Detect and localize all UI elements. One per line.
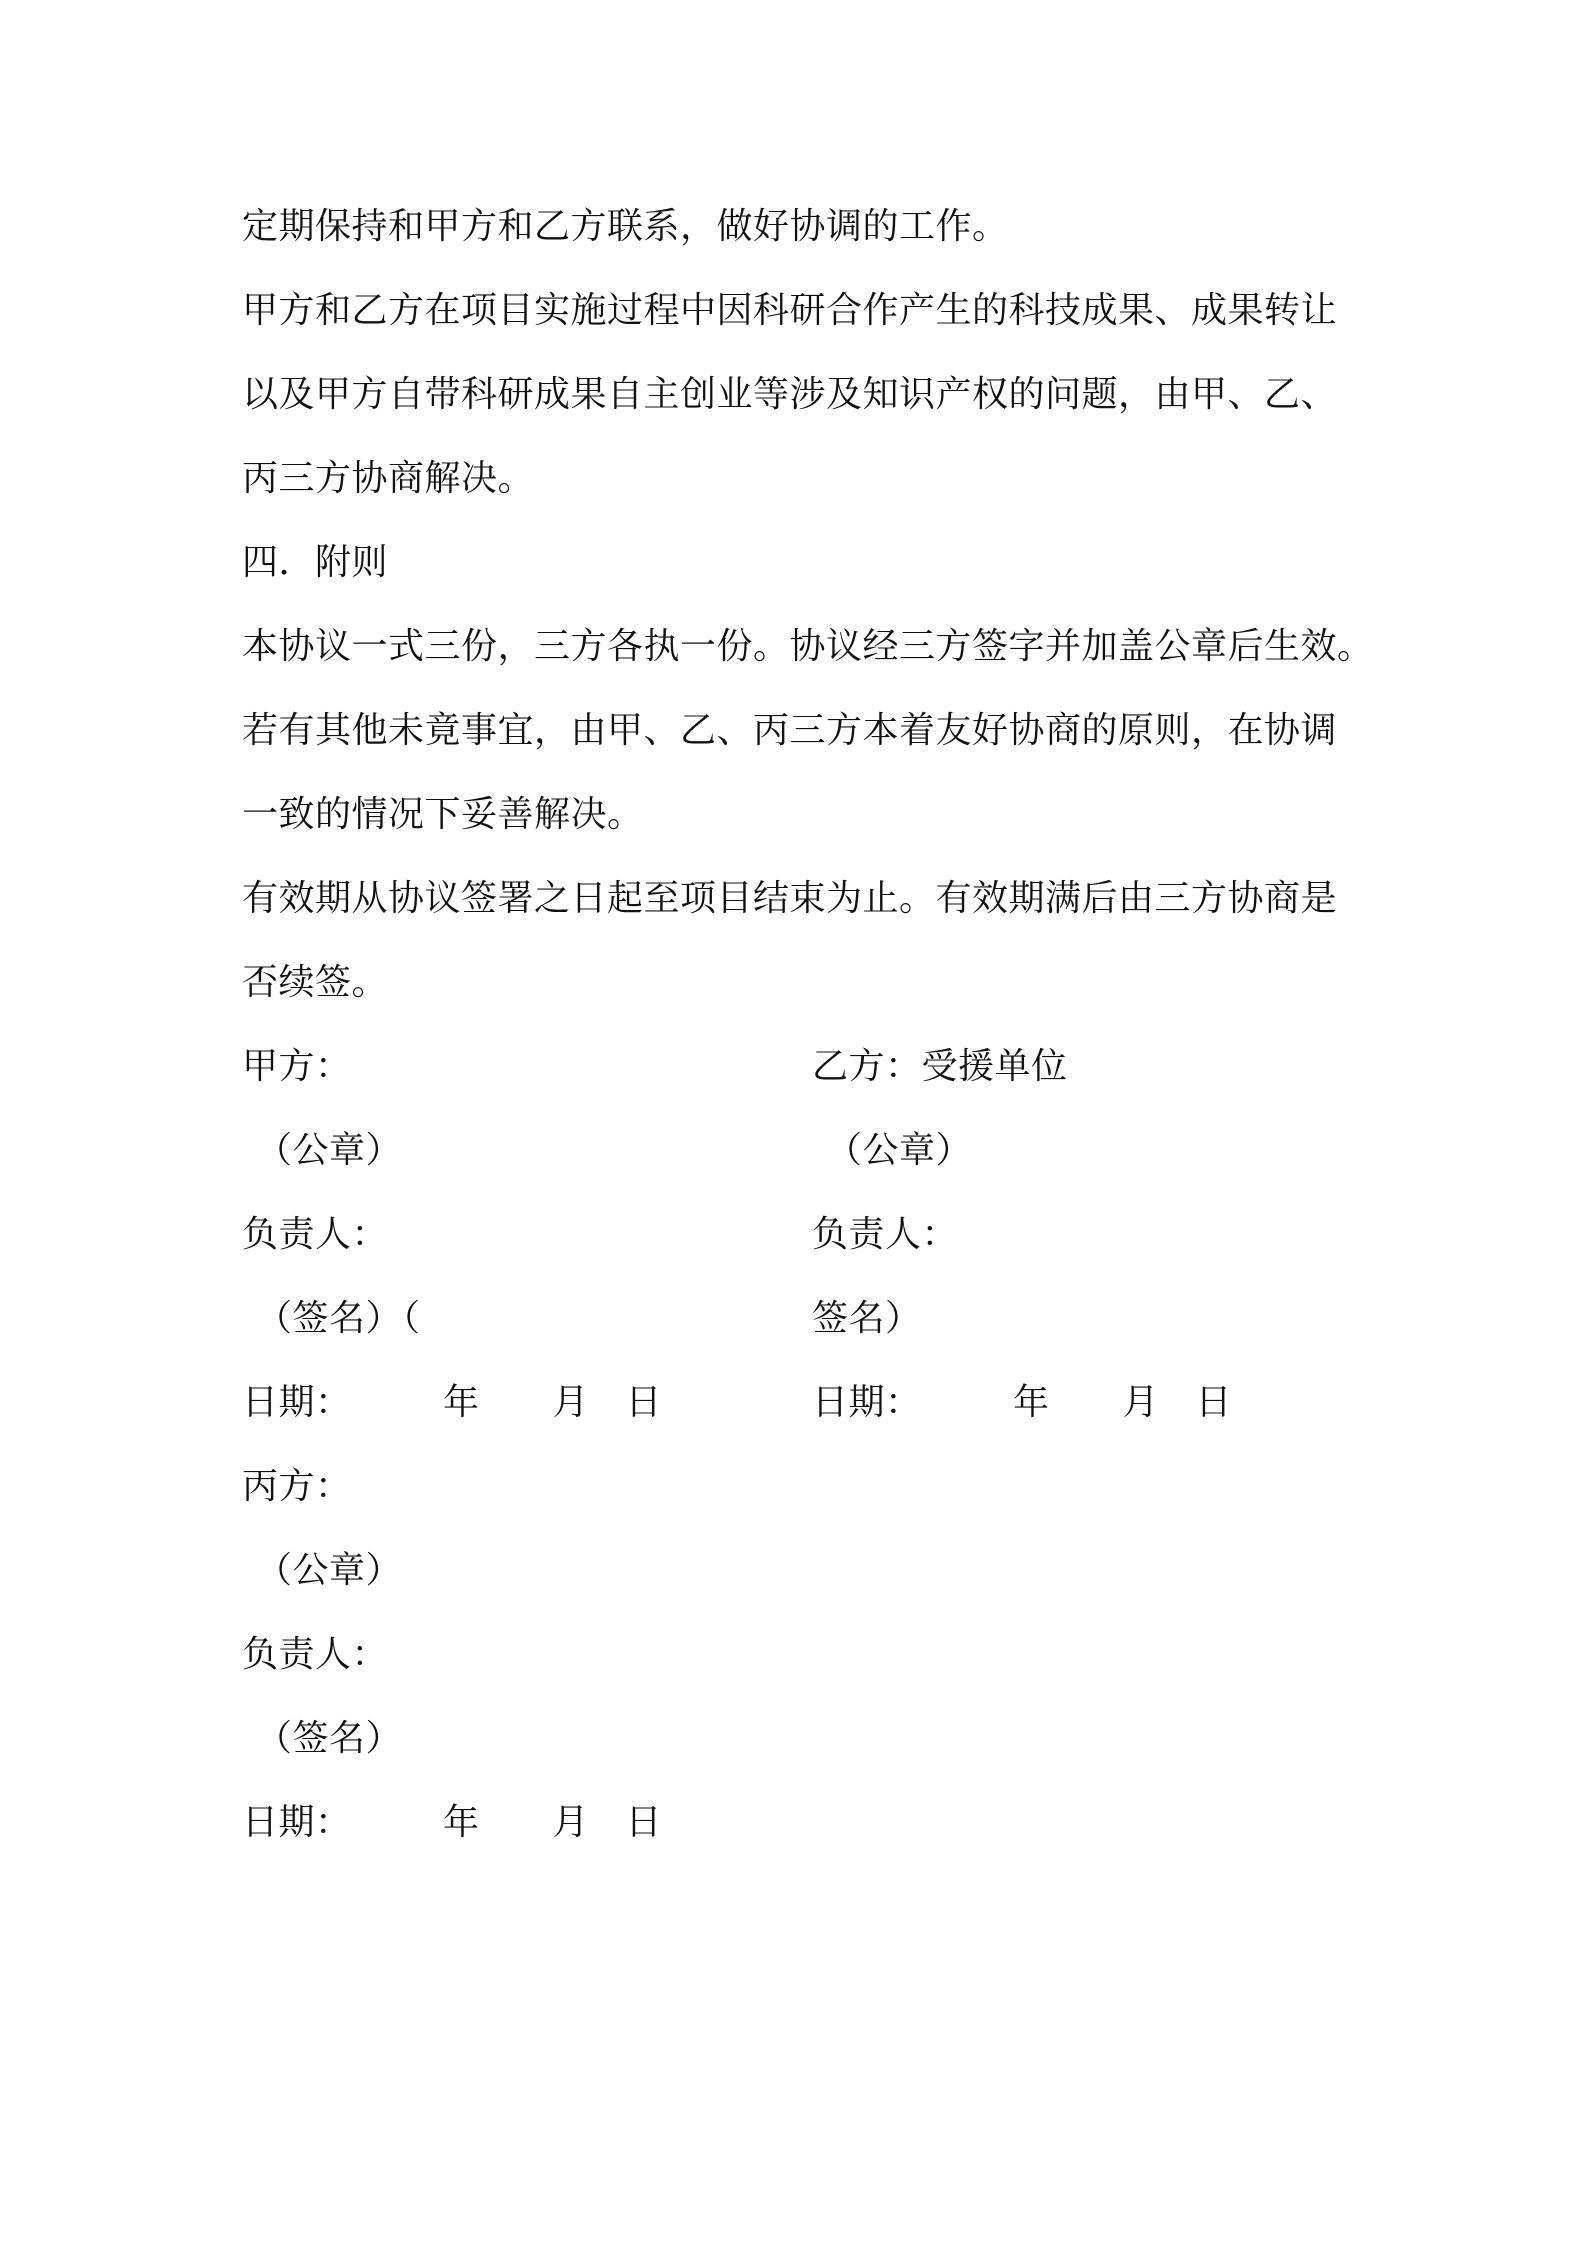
party-b-label: 乙方：受援单位: [812, 1046, 1068, 1087]
party-a-seal: （公章）: [256, 1130, 403, 1171]
party-b-date: 日期： 年 月 日: [812, 1382, 1233, 1423]
paragraph-line: 丙三方协商解决。: [242, 458, 535, 499]
party-b-seal: （公章）: [826, 1130, 973, 1171]
paragraph-line: 以及甲方自带科研成果自主创业等涉及知识产权的问题，由甲、乙、: [242, 374, 1338, 415]
section-heading: 四．附则: [242, 542, 389, 583]
party-a-person: 负责人：: [242, 1214, 389, 1255]
paragraph-line: 否续签。: [242, 962, 389, 1003]
party-c-person: 负责人：: [242, 1634, 389, 1675]
paragraph-line: 一致的情况下妥善解决。: [242, 794, 644, 835]
paragraph-line: 若有其他未竟事宜，由甲、乙、丙三方本着友好协商的原则，在协调: [242, 710, 1338, 751]
party-a-sign: （签名）（: [256, 1298, 421, 1339]
paragraph-line: 甲方和乙方在项目实施过程中因科研合作产生的科技成果、成果转让: [242, 290, 1338, 331]
party-b-sign: 签名）: [812, 1298, 922, 1339]
paragraph-line: 本协议一式三份，三方各执一份。协议经三方签字并加盖公章后生效。: [242, 626, 1374, 667]
party-c-label: 丙方：: [242, 1466, 352, 1507]
party-a-label: 甲方：: [242, 1046, 352, 1087]
party-c-sign: （签名）: [256, 1718, 403, 1759]
paragraph-line: 有效期从协议签署之日起至项目结束为止。有效期满后由三方协商是: [242, 878, 1338, 919]
party-a-date: 日期： 年 月 日: [242, 1382, 663, 1423]
party-b-person: 负责人：: [812, 1214, 959, 1255]
paragraph-line: 定期保持和甲方和乙方联系，做好协调的工作。: [242, 206, 1009, 247]
party-c-date: 日期： 年 月 日: [242, 1802, 663, 1843]
party-c-seal: （公章）: [256, 1550, 403, 1591]
